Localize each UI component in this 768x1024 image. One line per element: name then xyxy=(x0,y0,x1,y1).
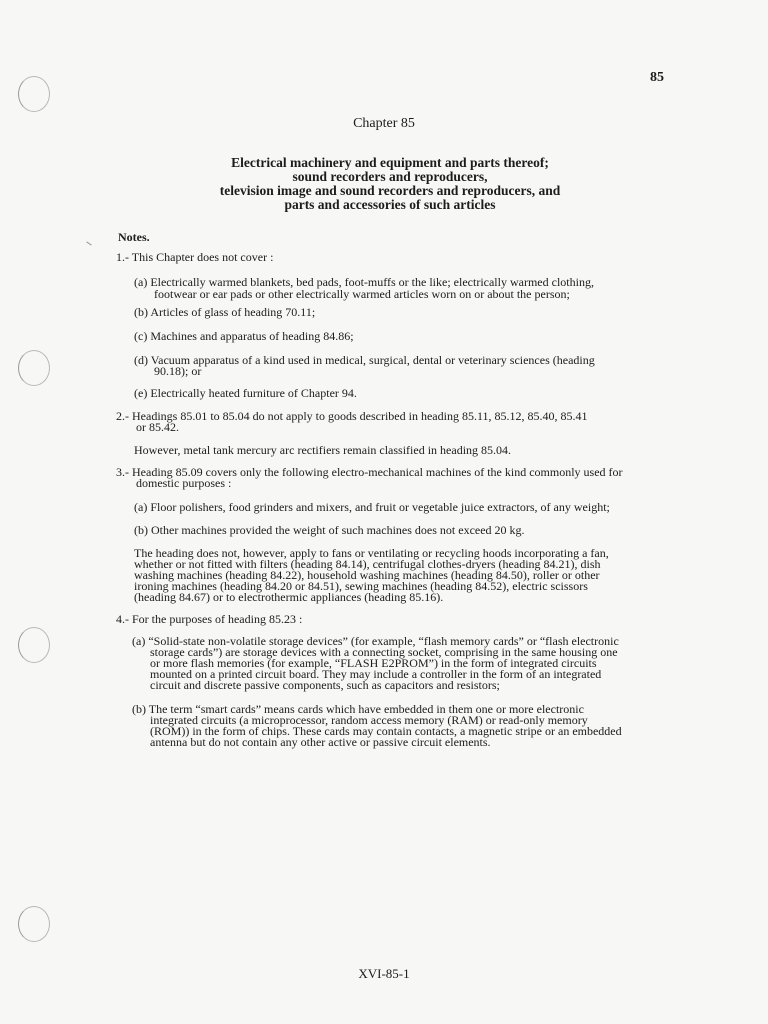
heading-line: parts and accessories of such articles xyxy=(284,197,496,212)
note3-paragraph-line: washing machines (heading 84.22), household washing machines (heading 84.50), roller or other xyxy=(134,568,600,582)
heading-line: television image and sound recorders and reproducers, and xyxy=(219,183,561,198)
page-footer: XVI-85-1 xyxy=(358,966,410,981)
note4-item-b-line: (ROM)) in the form of chips. These cards may contain contacts, a magnetic stripe or an embedded xyxy=(150,724,622,738)
note3-paragraph-line: The heading does not, however, apply to fans or ventilating or recycling hoods incorporating a fan, xyxy=(134,546,609,560)
punch-hole-2 xyxy=(18,350,50,386)
note4-item-a-line: (a) “Solid-state non-volatile storage devices” (for example, “flash memory cards” or “flash electronic xyxy=(132,634,619,648)
note2-paragraph: However, metal tank mercury arc rectifiers remain classified in heading 85.04. xyxy=(134,443,512,457)
note1-intro: 1.- This Chapter does not cover : xyxy=(116,250,274,264)
note3-paragraph-line: (heading 84.67) or to electrothermic appliances (heading 85.16). xyxy=(134,590,444,604)
note4-intro: 4.- For the purposes of heading 85.23 : xyxy=(116,612,303,626)
note1-item-e: (e) Electrically heated furniture of Chapter 94. xyxy=(134,386,357,400)
punch-hole-4 xyxy=(18,906,50,942)
note3-paragraph-line: whether or not fitted with filters (heading 84.14), centrifugal clothes-dryers (heading 84.21), dish xyxy=(134,557,601,571)
note1-item-d: (d) Vacuum apparatus of a kind used in medical, surgical, dental or veterinary sciences (heading xyxy=(134,353,595,367)
page-number: 85 xyxy=(650,70,664,85)
note4-item-a-line: circuit and discrete passive components, such as capacitors and resistors; xyxy=(150,678,500,692)
heading-line: Electrical machinery and equipment and parts thereof; xyxy=(231,155,549,170)
notes-label: Notes. xyxy=(118,230,150,244)
heading-line: sound recorders and reproducers, xyxy=(292,169,488,184)
note3-paragraph-line: ironing machines (heading 84.20 or 84.51), sewing machines (heading 84.52), electric scissors xyxy=(134,579,588,593)
note4-item-b-line: integrated circuits (a microprocessor, random access memory (RAM) or read-only memory xyxy=(150,713,588,727)
note1-item-b: (b) Articles of glass of heading 70.11; xyxy=(134,305,316,319)
note3-item-b: (b) Other machines provided the weight of such machines does not exceed 20 kg. xyxy=(134,523,525,537)
note2-text-cont: or 85.42. xyxy=(136,420,179,434)
chapter-title: Chapter 85 xyxy=(353,116,415,131)
note4-item-b-line: antenna but do not contain any other active or passive circuit elements. xyxy=(150,735,491,749)
note1-item-a: (a) Electrically warmed blankets, bed pads, foot-muffs or the like; electrically warmed clothing, xyxy=(134,275,594,289)
note4-item-b-line: (b) The term “smart cards” means cards which have embedded in them one or more electronic xyxy=(132,702,584,716)
punch-hole-1 xyxy=(18,76,50,112)
note2-text: 2.- Headings 85.01 to 85.04 do not apply to goods described in heading 85.11, 85.12, 85.40, 85.41 xyxy=(116,409,588,423)
punch-hole-3 xyxy=(18,627,50,663)
note3-text-cont: domestic purposes : xyxy=(136,476,232,490)
chapter-heading xyxy=(140,156,640,212)
note1-item-a-cont: footwear or ear pads or other electrically warmed articles worn on or about the person; xyxy=(154,287,570,301)
note4-item-a-line: or more flash memories (for example, “FLASH E2PROM”) in the form of integrated circuits xyxy=(150,656,597,670)
note3-item-a: (a) Floor polishers, food grinders and mixers, and fruit or vegetable juice extractors, of any weight; xyxy=(134,500,610,514)
note4-item-a-line: storage cards”) are storage devices with a connecting socket, comprising in the same housing one xyxy=(150,645,618,659)
note1-item-d-cont: 90.18); or xyxy=(154,364,202,378)
note3-text: 3.- Heading 85.09 covers only the following electro-mechanical machines of the kind commonly used for xyxy=(116,465,623,479)
scan-mark xyxy=(86,241,91,245)
note1-item-c: (c) Machines and apparatus of heading 84.86; xyxy=(134,329,354,343)
note4-item-a-line: mounted on a printed circuit board. They may include a controller in the form of an integrated xyxy=(150,667,602,681)
